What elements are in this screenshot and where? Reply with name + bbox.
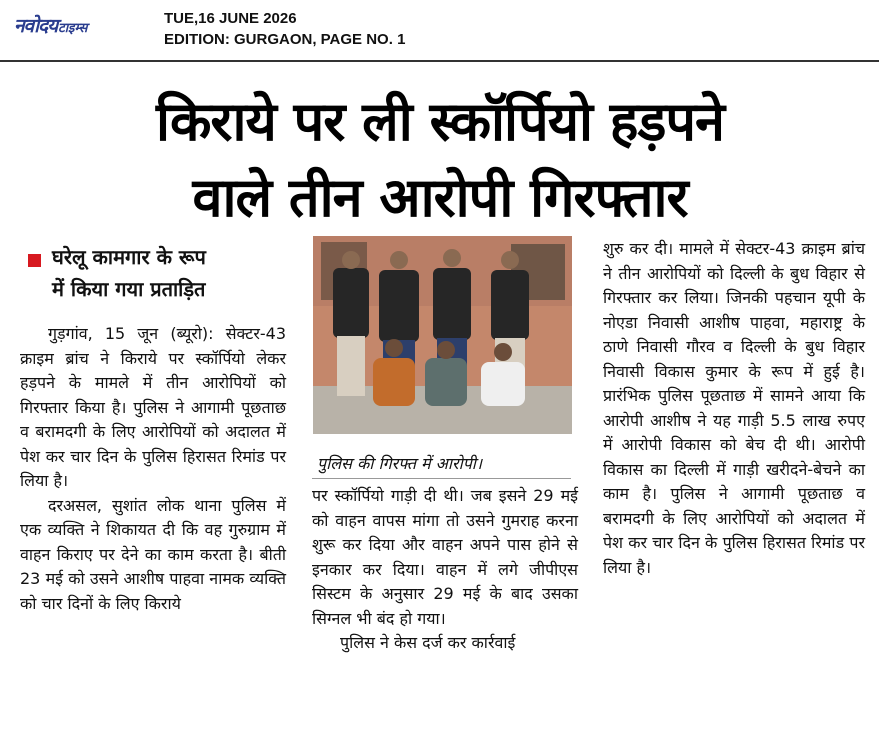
column-3-paragraph-1: शुरु कर दी। मामले में सेक्टर-43 क्राइम ब्रांच ने तीन आरोपियों को दिल्ली के बुध विहार से गिरफ्तार कर लिया। जिनकी पहचान यूपी के नोएडा निवासी आशीष पाहवा, महाराष्ट्र के ठाणे निवासी गौरव व दिल्ली के बुध विहार निवासी विकास कुमार के रूप में हुई है। प्रारंभिक पुलिस पूछताछ में सामने आया कि आरोपी आशीष ने यह गाड़ी 5.5 लाख रुपए में आरोपी विकास को बेच दी थी। आरोपी विकास का दिल्ली में गाड़ी खरीदने-बेचने का काम है। पुलिस ने आगामी पूछताछ व बरामदगी के लिए आरोपियों को अदालत में पेश कर चार दिन के पुलिस हिरासत रिमांड पर लिया है। [603,239,865,577]
caption-divider [312,478,571,479]
column-1-paragraph-2: दरअसल, सुशांत लोक थाना पुलिस में एक व्यक्ति ने शिकायत दी कि वह गुरुग्राम में वाहन किराए पर देने का काम करता है। बीती 23 मई को उसने आशीष पाहवा नामक व्यक्ति को चार दिनों के लिए किराये [20,495,286,613]
red-square-bullet-icon [28,254,41,267]
article-column-1 [20,322,286,616]
edition-page: EDITION: GURGAON, PAGE NO. 1 [164,31,406,48]
article-photo [313,236,572,434]
column-2-paragraph-2: पुलिस ने केस दर्ज कर कार्रवाई [340,633,516,652]
column-2-paragraph-1: पर स्कॉर्पियो गाड़ी दी थी। जब इसने 29 मई को वाहन वापस मांगा तो उसने गुमराह करना शुरू कर दिया और वाहन अपने पास होने से इनकार कर दिया। वाहन में लगे जीपीएस सिस्टम के अनुसार 29 मई के बाद उसका सिग्नल भी बंद हो गया। [312,486,578,628]
logo-main-text: नवोदय [14,15,58,37]
headline-line-1: किराये पर ली स्कॉर्पियो हड़पने [155,90,725,153]
article-column-3 [603,237,865,580]
logo-sub-text: टाइम्स [58,21,88,36]
newspaper-logo [14,12,87,38]
column-1-paragraph-1: गुड़गांव, 15 जून (ब्यूरो): सेक्टर-43 क्राइम ब्रांच ने किराये पर स्कॉर्पियो लेकर हड़पने के मामले में तीन आरोपियों को गिरफ्तार किया है। पुलिस ने आगामी पूछताछ व बरामदगी के लिए आरोपियों को अदालत में पेश कर चार दिन के पुलिस हिरासत रिमांड पर लिया है। [20,324,286,490]
article-column-2 [312,484,578,656]
edition-date: TUE,16 JUNE 2026 [164,10,297,27]
subheading-line-2: में किया गया प्रताड़ित [52,277,206,301]
masthead [0,0,879,62]
photo-caption: पुलिस की गिरफ्त में आरोपी। [317,454,483,473]
headline-line-2: वाले तीन आरोपी गिरफ्तार [192,166,688,229]
subheading-line-1: घरेलू कामगार के रूप [52,245,206,269]
police-arrest-photo-icon [313,236,572,434]
article-headline [20,84,860,236]
